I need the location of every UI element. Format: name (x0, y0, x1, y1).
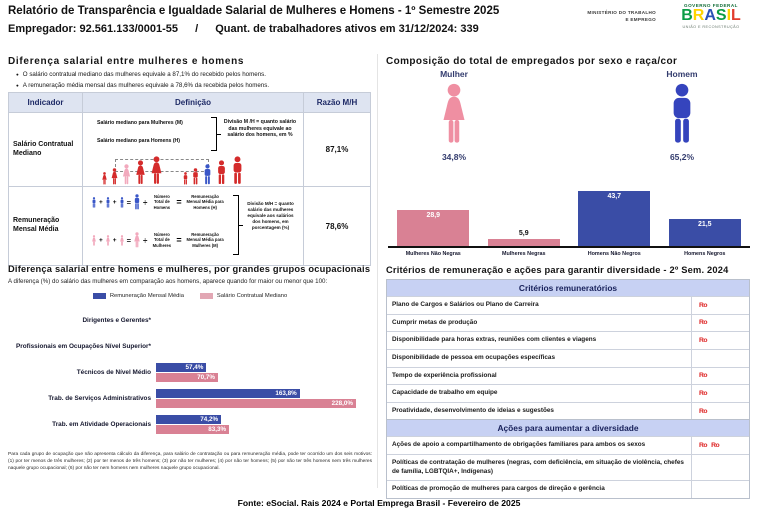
occupational-bar-row (8, 334, 372, 360)
criteria-row (387, 402, 749, 420)
average-division-note: Divisão M/H = quanto salário das mulheres equivale aos salários dos homens, em porcentagem (%) (247, 201, 294, 230)
criteria-label: Disponibilidade para horas extras, reuniões com clientes e viagens (392, 336, 597, 344)
source-footer: Fonte: eSocial. Rais 2024 e Portal Emprega Brasil - Fevereiro de 2025 (237, 498, 521, 508)
bracket-shape (233, 195, 239, 255)
occupational-footnote: Para cada grupo de ocupação que não apresenta cálculo da diferença, para salário de contratação ou para remuneração média, pode ter ocorrido um dos seis motivos: (1) por ter menos de três mulheres; (2) por ter menos de três homens; (3) por não ter mulheres; (4) por não ter homens; (5) por não ter três homens nem três mulheres naquele grupo ocupacional; (6) por não ter nem homens nem mulheres naquele grupo ocupacional. (8, 452, 372, 471)
indicator-label: Remuneração Mensal Média (9, 187, 83, 265)
criteria-row (387, 331, 749, 349)
page-title: Relatório de Transparência e Igualdade Salarial de Mulheres e Homens - 1º Semestre 2025 (8, 5, 500, 17)
operator-glyph: ÷ (142, 197, 148, 207)
occupational-bar-row (8, 386, 372, 412)
yes-marker-icon: Ro (699, 337, 708, 345)
occupational-bar-chart (8, 308, 372, 438)
criteria-marker-cell (691, 315, 749, 332)
woman-icon (110, 168, 119, 185)
woman-icon (101, 172, 108, 185)
criteria-row (387, 384, 749, 402)
operator-glyph: = (176, 235, 182, 245)
bar: 228,0% (156, 399, 356, 408)
brand-letter: B (681, 7, 693, 24)
legend-label: Salário Contratual Mediano (216, 293, 288, 299)
criteria-row (387, 296, 749, 314)
bracket-shape (211, 117, 217, 151)
women-average-formula (91, 232, 227, 248)
men-average-formula (91, 194, 227, 210)
operator-glyph: + (99, 236, 103, 244)
bar: 163,8% (156, 389, 300, 398)
brasil-wordmark (668, 8, 754, 25)
median-women-label: Salário mediano para Mulheres (M) (97, 120, 183, 126)
bar: 70,7% (156, 373, 218, 382)
woman-icon (149, 156, 164, 185)
operator-glyph: + (99, 198, 103, 206)
criteria-marker-cell (691, 350, 749, 367)
operator-glyph: + (112, 198, 117, 206)
composition-heading: Composição do total de empregados por sexo e raça/cor (386, 56, 678, 67)
governo-federal-label: GOVERNO FEDERAL (684, 3, 738, 8)
bar-group (156, 363, 372, 383)
bar-value-label: 28,9 (426, 211, 441, 219)
legend-item (200, 293, 287, 299)
column-header-indicador: Indicador (9, 93, 83, 112)
criteria-section-header: Ações para aumentar a diversidade (387, 419, 749, 436)
bar-category-label: Mulheres Não Negras (405, 251, 461, 257)
yes-marker-icon: Ro (699, 442, 708, 450)
uniao-reconstrucao-label: UNIÃO E RECONSTRUÇÃO (682, 24, 740, 29)
bar-value-label: 5,9 (518, 229, 529, 237)
brand-letter: I (726, 7, 732, 24)
bar-category-label: Homens Negros (684, 251, 726, 257)
female-pictogram-block (408, 69, 500, 162)
criteria-row (387, 454, 749, 480)
criteria-marker-cell (691, 385, 749, 402)
definition-diagram-median (83, 113, 304, 186)
occupational-category-label: Dirigentes e Gerentes* (82, 317, 151, 325)
criteria-table (386, 279, 750, 499)
occupational-category-label: Trab. de Serviços Administrativos (48, 395, 151, 403)
criteria-label: Disponibilidade de pessoa em ocupações específicas (392, 353, 556, 361)
male-pictogram-block (636, 69, 728, 162)
bar-group (156, 389, 372, 409)
legend-swatch (93, 293, 106, 299)
brand-letter: L (731, 7, 741, 24)
table-row-remuneracao-media (9, 186, 370, 265)
employer-id: Empregador: 92.561.133/0001-55 (8, 23, 178, 35)
woman-icon (91, 235, 97, 246)
bullet-item: ● O salário contratual mediano das mulheres equivale a 87,1% do recebido pelos homens. (16, 71, 368, 79)
occupational-bar-row (8, 360, 372, 386)
table-row-salario-mediano (9, 112, 370, 186)
column-header-razao: Razão M/H (316, 98, 358, 107)
bar (488, 239, 560, 246)
criteria-label: Plano de Cargos e Salários ou Plano de Carreira (392, 301, 539, 308)
bar-group (156, 337, 372, 357)
man-icon (202, 164, 213, 185)
definition-diagram-average (83, 187, 304, 265)
bullet-item: ● A remuneração média mensal das mulheres equivale a 78,6% da recebida pelos homens. (16, 82, 368, 90)
brand-letter: R (692, 7, 705, 24)
median-division-note: Divisão M /H = quanto salário das mulheres equivale ao salário dos homens, em % (223, 119, 297, 138)
criteria-row (387, 480, 749, 498)
criteria-marker-cell (691, 455, 749, 480)
criteria-marker-cell (691, 297, 749, 314)
yes-marker-icon: Ro (699, 390, 708, 398)
woman-icon (119, 235, 125, 246)
yes-marker-icon: Ro (699, 372, 708, 380)
bar-slot (388, 210, 479, 246)
total-count-label: Número Total de Mulheres (152, 232, 172, 248)
ratio-value-median: 87,1% (325, 145, 349, 154)
yes-marker-icon: Ro (699, 301, 708, 309)
criteria-marker-cell (691, 332, 749, 349)
criteria-marker-cell (691, 481, 749, 498)
operator-glyph: = (126, 235, 131, 245)
man-icon (105, 197, 111, 208)
bar-slot (479, 230, 570, 246)
operator-glyph: + (112, 236, 117, 244)
yes-marker-icon: Ro (711, 442, 720, 450)
man-icon (660, 83, 704, 145)
criteria-row (387, 367, 749, 385)
man-icon (182, 172, 189, 185)
operator-glyph: = (126, 197, 131, 207)
criteria-marker-cell (691, 403, 749, 420)
criteria-label: Capacidade de trabalho em equipe (392, 389, 498, 397)
occupational-category-label: Profissionais em Ocupações Nível Superior* (16, 343, 151, 351)
criteria-label: Tempo de experiência profissional (392, 371, 497, 379)
salary-gap-table (8, 92, 371, 266)
salary-gap-bullets (16, 71, 368, 93)
legend-swatch (200, 293, 213, 299)
brand-letter: S (715, 7, 727, 24)
criteria-marker-cell (691, 437, 749, 454)
bar-value-label: 21,5 (697, 220, 712, 228)
woman-icon (431, 83, 477, 145)
bar-slot (569, 191, 660, 246)
criteria-label: Proatividade, desenvolvimento de ideias e sugestões (392, 406, 554, 414)
female-label: Mulher (440, 69, 468, 79)
occupational-heading: Diferença salarial entre homens e mulheres, por grandes grupos ocupacionais (8, 264, 371, 274)
bar: 57,4% (156, 363, 206, 372)
man-icon (91, 197, 97, 208)
brand-letter: A (704, 7, 716, 24)
average-pay-label: Remuneração Mensal Média para Mulheres (M) (186, 232, 224, 248)
criteria-label: Ações de apoio a compartilhamento de obrigações familiares para ambos os sexos (392, 441, 646, 449)
median-pictogram (101, 155, 301, 185)
average-pay-label: Remuneração Mensal Média para Homens (H) (186, 194, 224, 210)
woman-icon (121, 164, 132, 185)
yes-marker-icon: Ro (699, 319, 708, 327)
criteria-row (387, 349, 749, 367)
occupational-subtitle: A diferença (%) do salário das mulheres em comparação aos homens, aparece quando for maior ou menor que 100: (8, 278, 328, 285)
man-icon (191, 168, 200, 185)
occupational-bar-row (8, 412, 372, 438)
bar: 74,2% (156, 415, 221, 424)
composition-categories (388, 251, 750, 257)
bar-slot (660, 219, 751, 246)
column-header-definicao: Definição (83, 93, 304, 112)
operator-glyph: = (176, 197, 182, 207)
criteria-section-header: Critérios remuneratórios (387, 280, 749, 296)
man-icon (230, 156, 245, 185)
chart-legend (8, 293, 372, 299)
man-icon (119, 197, 125, 208)
table-header-row (9, 93, 370, 112)
criteria-label: Políticas de contratação de mulheres (negras, com deficiência, em situação de violência, chefes de família, LGBTQIA+, Indígenas) (392, 459, 684, 475)
bar-category-label: Homens Não Negros (587, 251, 641, 257)
active-workers-count: Quant. de trabalhadores ativos em 31/12/2024: 339 (215, 23, 479, 35)
female-percentage: 34,8% (441, 152, 467, 162)
bar-group (156, 415, 372, 435)
criteria-row (387, 314, 749, 332)
man-icon (215, 160, 228, 185)
male-percentage: 65,2% (669, 152, 695, 162)
occupational-bar-row (8, 308, 372, 334)
criteria-label: Cumprir metas de produção (392, 318, 478, 326)
composition-bar-chart (388, 186, 750, 248)
employer-line (8, 23, 479, 35)
separator: / (195, 23, 199, 35)
operator-glyph: ÷ (142, 235, 148, 245)
median-men-label: Salário mediano para Homens (H) (97, 138, 181, 144)
man-icon (133, 194, 141, 210)
bar-value-label: 43,7 (607, 192, 622, 200)
bar: 83,3% (156, 425, 229, 434)
woman-icon (134, 160, 147, 185)
male-label: Homem (666, 69, 698, 79)
occupational-category-label: Trab. em Atividade Operacionais (52, 421, 151, 429)
column-divider (377, 54, 378, 488)
bar (578, 191, 650, 246)
occupational-category-label: Técnicos de Nível Médio (76, 369, 151, 377)
legend-item (93, 293, 184, 299)
ministry-label: MINISTÉRIO DO TRABALHO E EMPREGO (587, 10, 656, 22)
criteria-marker-cell (691, 368, 749, 385)
woman-icon (105, 235, 111, 246)
ratio-value-average: 78,6% (325, 221, 349, 231)
criteria-heading: Critérios de remuneração e ações para garantir diversidade - 2º Sem. 2024 (386, 265, 729, 275)
bar (397, 210, 469, 246)
government-logo (668, 3, 754, 29)
salary-gap-heading: Diferença salarial entre mulheres e homens (8, 56, 245, 67)
bar-group (156, 311, 372, 331)
woman-icon (133, 232, 141, 248)
bar-category-label: Mulheres Negras (502, 251, 546, 257)
criteria-label: Políticas de promoção de mulheres para cargos de direção e gerência (392, 485, 605, 493)
legend-label: Remuneração Mensal Média (109, 293, 184, 299)
total-count-label: Número Total de Homens (153, 194, 171, 210)
yes-marker-icon: Ro (699, 407, 708, 415)
criteria-row (387, 436, 749, 454)
bar (669, 219, 741, 246)
indicator-label: Salário Contratual Mediano (9, 113, 83, 186)
